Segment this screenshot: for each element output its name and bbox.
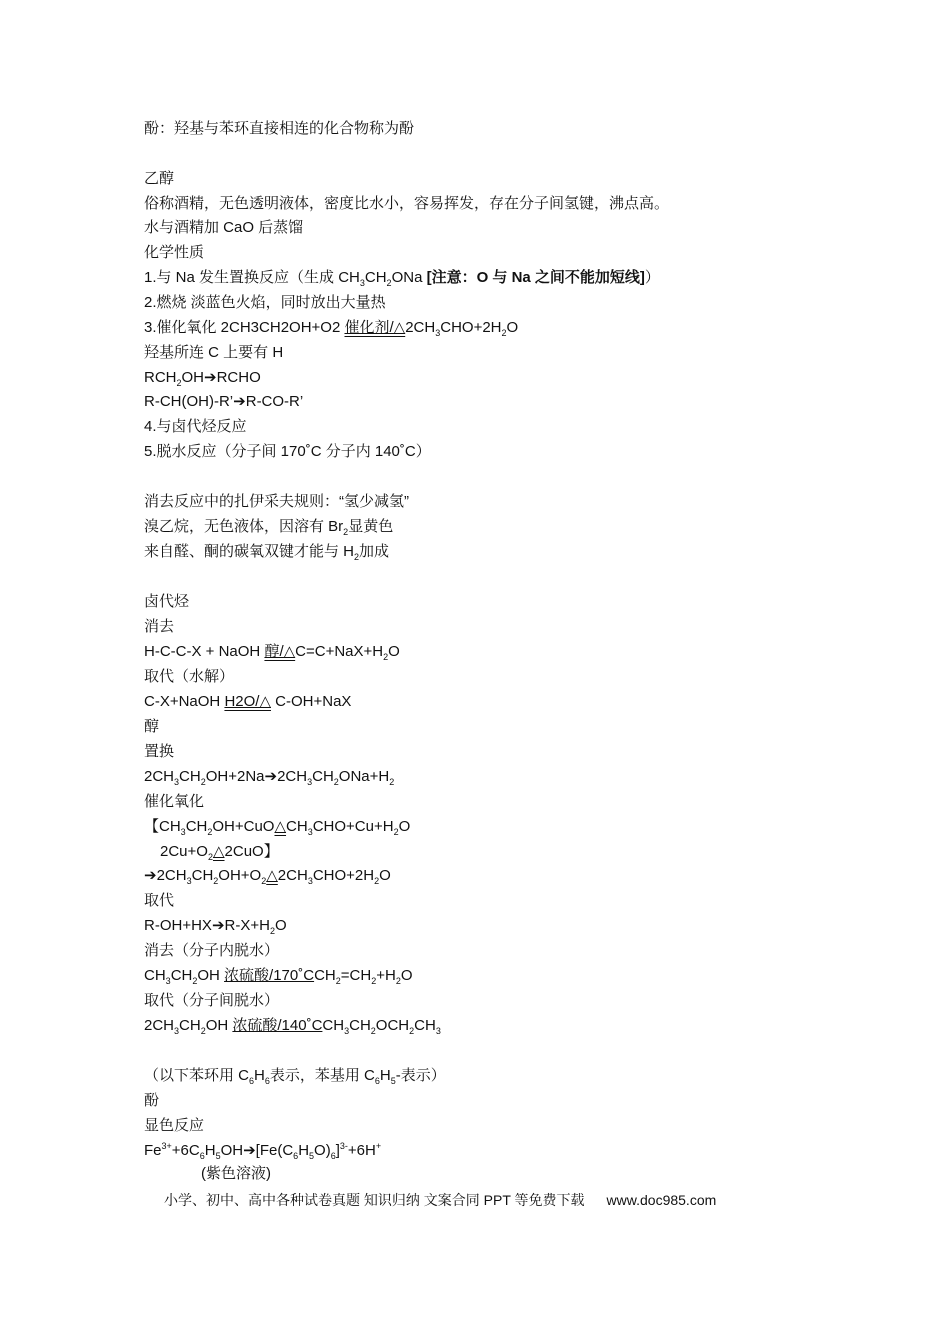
heading-chemical-properties: 化学性质 <box>144 244 205 261</box>
reaction-condition: △ <box>266 867 278 884</box>
footer-text: 小学、初中、高中各种试卷真题 知识归纳 文案合同 PPT 等免费下载 <box>164 1192 585 1208</box>
color-reaction-equation: $Fe^{3+}+6C_6H_5OH➔[Fe(C_6H_5O)_6]^{3-}+6H^+$ <box>144 1141 382 1161</box>
reaction-condition: △ <box>212 843 225 860</box>
arrow-icon: ➔ <box>211 917 225 934</box>
arrow-icon: ➔ <box>264 768 278 785</box>
reaction-haloalkane: 4.与卤代烃反应 <box>144 418 247 435</box>
benzene-notation-note: （以下苯环用 $C_6H_6$表示，苯基用 $C_6H_5-$表示） <box>144 1067 446 1086</box>
reaction-sodium: 1.与 Na 发生置换反应（生成 $CH_3CH_2ONa$ [注意：O 与 Na 之间不能加短线]） <box>144 269 660 288</box>
heading-elimination: 消去 <box>144 618 175 635</box>
hydroxyl-carbon-note: 羟基所连 C 上要有 H <box>144 344 284 361</box>
carbonyl-hydrogenation-note: 来自醛、酮的碳氧双键才能与 $H_2$加成 <box>144 543 390 562</box>
oxidation-step-2: $2Cu+O_2\triangle 2CuO$】 <box>160 843 279 862</box>
displacement-equation: $2CH_3CH_2OH+2Na➔2CH_3CH_2ONa+H_2$ <box>144 768 395 787</box>
purple-solution-note: (紫色溶液) <box>201 1165 271 1182</box>
heading-intramolecular-dehydration: 消去（分子内脱水） <box>144 942 280 959</box>
reaction-combustion: 2.燃烧 淡蓝色火焰，同时放出大量热 <box>144 294 386 311</box>
reaction-condition: H2O/△ <box>224 693 271 710</box>
phenol-definition: 酚：羟基与苯环直接相连的化合物称为酚 <box>144 120 415 137</box>
page-footer <box>164 1190 716 1210</box>
heading-hydrolysis: 取代（水解） <box>144 668 235 685</box>
reaction-catalytic-oxidation: 3.催化氧化 2CH3CH2OH+O2 催化剂$/\triangle 2CH_3CHO+2H_2O$ <box>144 319 519 338</box>
oxidation-step-1: 【$CH_3CH_2OH+CuO\triangle CH_3CHO+Cu+H_2O$ <box>144 818 411 837</box>
reaction-condition: 浓硫酸/140˚C <box>232 1017 323 1034</box>
arrow-icon: ➔ <box>204 369 217 386</box>
oxidation-overall: $➔2CH_3CH_2OH+O_2\triangle 2CH_3CHO+2H_2O$ <box>144 867 391 886</box>
arrow-icon: ➔ <box>233 393 246 410</box>
arrow-icon: ➔ <box>243 1142 256 1159</box>
ethanol-distillation: 水与酒精加 CaO 后蒸馏 <box>144 219 304 236</box>
intramolecular-equation: $CH_3CH_2OH$ 浓硫酸$/170˚CCH_2=CH_2+H_2O$ <box>144 967 413 986</box>
arrow-icon: ➔ <box>144 867 157 884</box>
hydrolysis-equation: C-X+NaOH H2O/△ C-OH+NaX <box>144 693 352 710</box>
footer-url[interactable]: www.doc985.com <box>606 1192 717 1208</box>
heading-displacement: 置换 <box>144 743 175 760</box>
heading-phenol: 酚 <box>144 1092 160 1109</box>
elimination-equation: H-C-C-X + NaOH 醇$/\triangle C=C+NaX+H_2O$ <box>144 643 400 662</box>
reaction-dehydration: 5.脱水反应（分子间 170˚C 分子内 140˚C） <box>144 443 431 460</box>
heading-color-reaction: 显色反应 <box>144 1117 205 1134</box>
heading-substitution: 取代 <box>144 892 175 909</box>
reaction-condition: 浓硫酸/170˚C <box>224 967 315 984</box>
note-bold: [注意：O 与 Na 之间不能加短线] <box>426 269 645 286</box>
reaction-condition: 醇/△ <box>264 643 296 660</box>
heading-catalytic-oxidation: 催化氧化 <box>144 793 205 810</box>
zaitsev-rule: 消去反应中的扎伊采夫规则：“氢少减氢” <box>144 493 409 510</box>
intermolecular-equation: $2CH_3CH_2OH$ 浓硫酸$/140˚CCH_3CH_2OCH_2CH_3$ <box>144 1017 441 1036</box>
heading-intermolecular-dehydration: 取代（分子间脱水） <box>144 992 280 1009</box>
primary-alcohol-oxidation: $RCH_2OH➔RCHO$ <box>144 369 261 388</box>
heading-haloalkane: 卤代烃 <box>144 593 190 610</box>
ethanol-properties: 俗称酒精，无色透明液体，密度比水小，容易挥发，存在分子间氢键，沸点高。 <box>144 195 670 212</box>
bromoethane-note: 溴乙烷，无色液体，因溶有 $Br_2$显黄色 <box>144 518 394 537</box>
substitution-equation: $R-OH+HX➔R-X+H_2O$ <box>144 917 287 936</box>
heading-ethanol: 乙醇 <box>144 170 175 187</box>
reaction-condition: 催化剂/△ <box>344 319 406 336</box>
heading-alcohol: 醇 <box>144 718 160 735</box>
reaction-condition: △ <box>274 818 287 835</box>
secondary-alcohol-oxidation: R-CH(OH)-R’➔R-CO-R’ <box>144 393 304 410</box>
